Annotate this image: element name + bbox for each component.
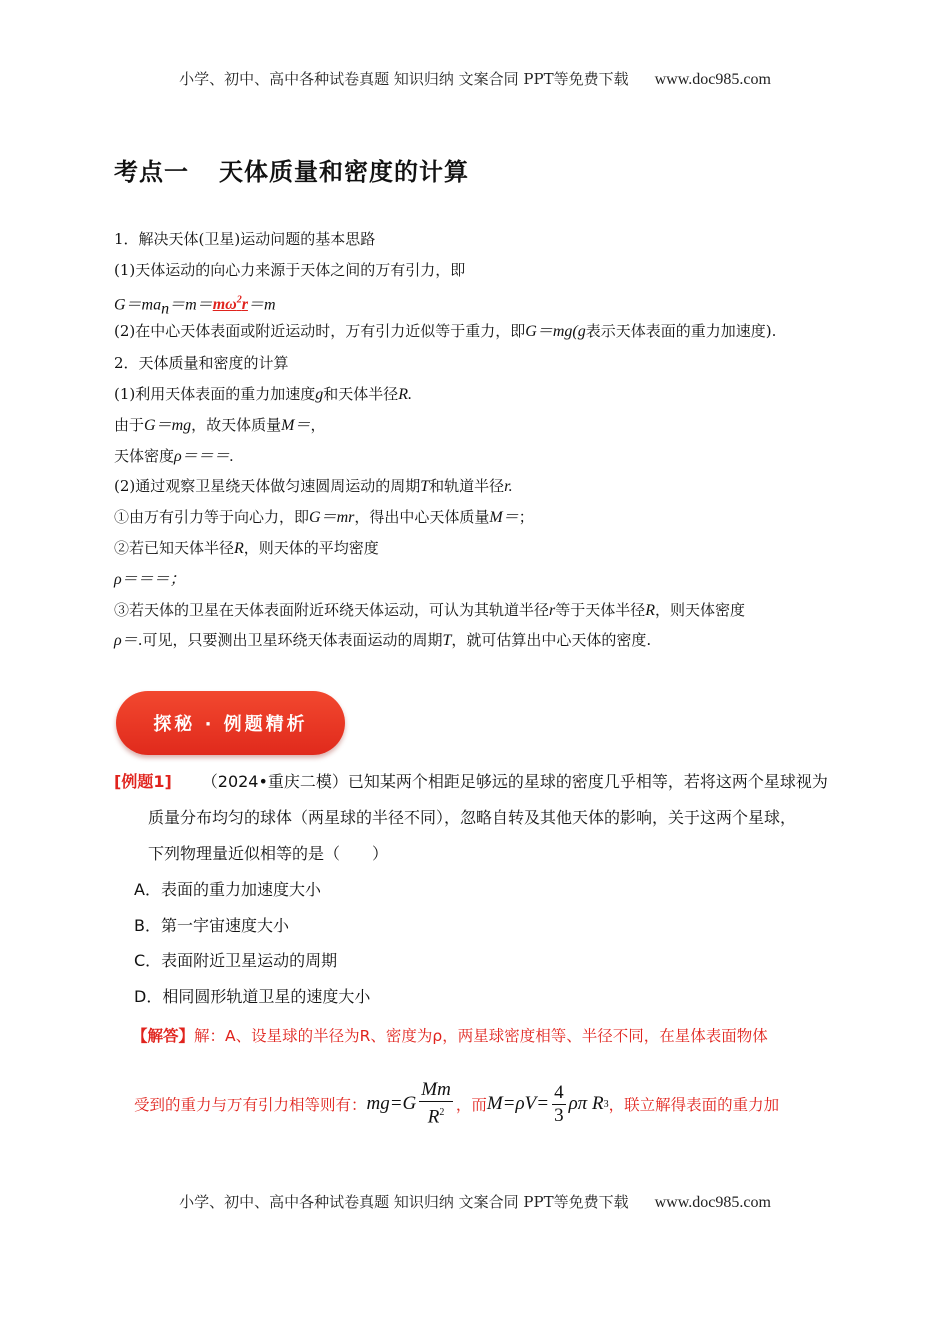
header-text: 小学、初中、高中各种试卷真题 知识归纳 文案合同 PPT等免费下载 xyxy=(179,70,629,88)
option-a: A．表面的重力加速度大小 xyxy=(134,880,321,899)
gravity-formula: mg=G $\frac{Mm}{R^2}$ xyxy=(366,1079,451,1128)
answer-line-1: 【解答】解：A、设星球的半径为R、密度为ρ，两星球密度相等、半径不同，在星体表面物体 xyxy=(132,1027,768,1045)
header-site-link[interactable]: www.doc985.com xyxy=(654,71,771,88)
content-line-13: ③若天体的卫星在天体表面附近环绕天体运动，可认为其轨道半径r等于天体半径R，则天体密度 xyxy=(114,600,746,619)
content-line-6: (1)利用天体表面的重力加速度g和天体半径R. xyxy=(114,384,413,403)
heading-title: 天体质量和密度的计算 xyxy=(219,158,469,186)
option-c: C．表面附近卫星运动的周期 xyxy=(134,951,338,970)
knowledge-content xyxy=(114,224,838,656)
example-question xyxy=(114,764,844,1014)
footer-text: 小学、初中、高中各种试卷真题 知识归纳 文案合同 PPT等免费下载 xyxy=(179,1193,629,1211)
example-tag: [例题1] xyxy=(114,772,172,791)
content-line-9: (2)通过观察卫星绕天体做匀速圆周运动的周期T和轨道半径r. xyxy=(114,477,513,496)
question-line-3: 下列物理量近似相等的是（ ） xyxy=(148,844,389,863)
content-line-2: (1)天体运动的向心力来源于天体之间的万有引力，即 xyxy=(114,260,466,279)
content-line-5: 2．天体质量和密度的计算 xyxy=(114,354,289,373)
mass-formula: M=ρV= $\frac{4}{3}$ ρπ R 3 xyxy=(486,1081,609,1126)
content-line-7: 由于G＝mg，故天体质量M＝， xyxy=(114,415,326,434)
footer-site-link[interactable]: www.doc985.com xyxy=(654,1194,771,1211)
content-line-4: (2)在中心天体表面或附近运动时，万有引力近似等于重力，即G＝mg(g表示天体表面的重力加速度). xyxy=(114,322,777,341)
content-line-3: $G=ma_n=m=m\omega^2r=m$ xyxy=(114,294,276,317)
content-line-12: ρ＝＝＝； xyxy=(114,570,186,588)
content-line-11: ②若已知天体半径R，则天体的平均密度 xyxy=(114,538,379,557)
answer-line-2: 受到的重力与万有引力相等则有： mg=G $\frac{Mm}{R^2}$ ，而 M=ρV= $\frac{4}{3}$ ρπ R 3 ，联立解得表面的重力加 xyxy=(134,1079,780,1128)
highlighted-formula: $m\omega^2r$ xyxy=(212,294,248,313)
banner-label: 探秘 · 例题精析 xyxy=(153,714,308,735)
question-line-2: 质量分布均匀的球体（两星球的半径不同），忽略自转及其他天体的影响，关于这两个星球， xyxy=(148,808,797,827)
content-line-14: ρ＝.可见，只要测出卫星环绕天体表面运动的周期T，就可估算出中心天体的密度. xyxy=(114,631,652,650)
example-section-banner xyxy=(116,691,345,755)
answer-section xyxy=(114,1018,854,1134)
content-line-8: 天体密度ρ＝＝＝. xyxy=(114,446,234,465)
answer-tag: 【解答】 xyxy=(132,1027,195,1045)
heading-number: 考点一 xyxy=(114,158,189,186)
content-line-1: 1．解决天体(卫星)运动问题的基本思路 xyxy=(114,230,376,248)
page-header xyxy=(0,68,950,89)
section-heading xyxy=(114,152,469,187)
option-d: D．相同圆形轨道卫星的速度大小 xyxy=(134,986,371,1006)
page-footer xyxy=(0,1191,950,1212)
option-b: B．第一宇宙速度大小 xyxy=(134,915,289,935)
content-line-10: ①由万有引力等于向心力，即G＝mr，得出中心天体质量M＝； xyxy=(114,508,534,527)
question-line-1: [例题1] （2024•重庆二模）已知某两个相距足够远的星球的密度几乎相等，若将这两个星球视为 xyxy=(114,772,828,791)
